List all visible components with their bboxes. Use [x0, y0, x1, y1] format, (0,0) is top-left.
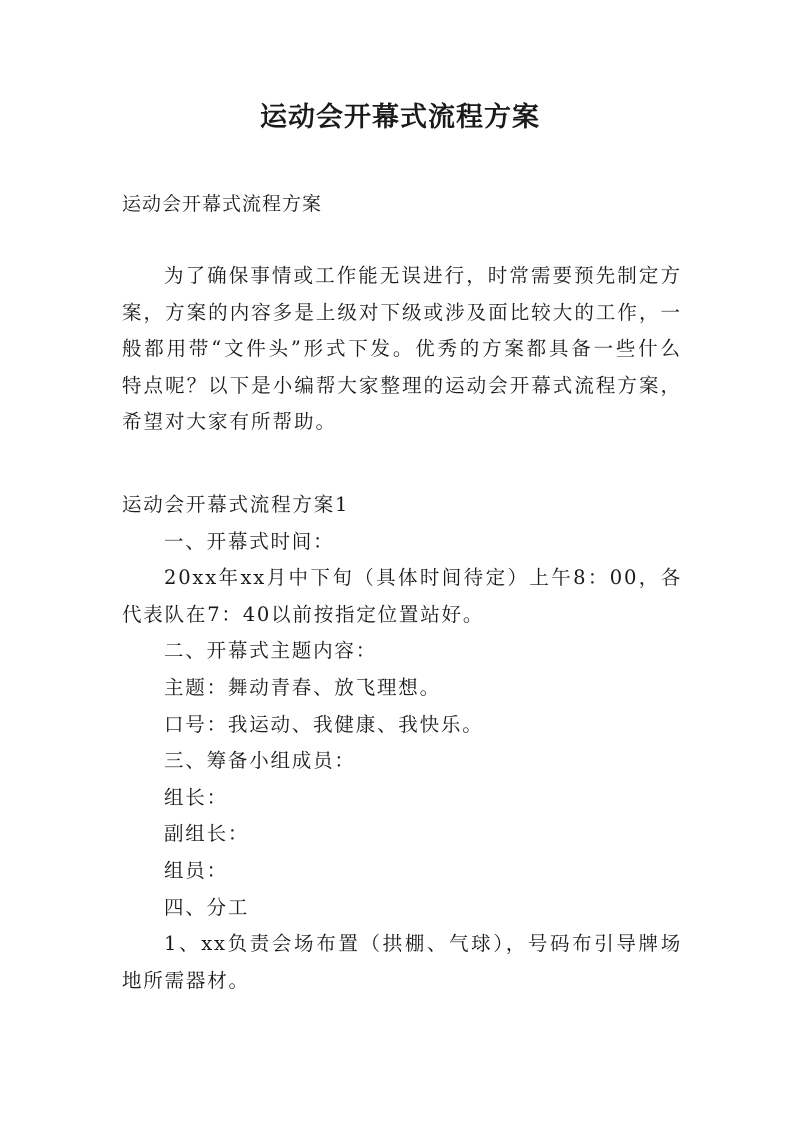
section-line-time-detail: 20xx年xx月中下旬（具体时间待定）上午8：00，各代表队在7：40以前按指定位置站好。	[122, 566, 682, 626]
plan-section-1	[122, 487, 682, 999]
section-heading: 运动会开幕式流程方案1	[122, 493, 350, 516]
section-line-time-heading: 一、开幕式时间：	[164, 529, 335, 553]
document-subtitle: 运动会开幕式流程方案	[122, 193, 323, 215]
section-line-deputy-leader: 副组长：	[164, 822, 250, 846]
section-line-duties-heading: 四、分工	[164, 895, 250, 919]
section-line-members: 组员：	[164, 858, 228, 882]
section-line-committee-heading: 三、筹备小组成员：	[164, 749, 356, 773]
intro-paragraph: 为了确保事情或工作能无误进行，时常需要预先制定方案，方案的内容多是上级对下级或涉及面比较大的工作，一般都用带“文件头”形式下发。优秀的方案都具备一些什么特点呢？以下是小编帮大家整理的运动会开幕式流程方案，希望对大家有所帮助。	[122, 264, 682, 433]
section-line-leader: 组长：	[164, 785, 228, 809]
document-title: 运动会开幕式流程方案	[260, 102, 540, 133]
section-line-duty-1: 1、xx负责会场布置（拱棚、气球），号码布引导牌场地所需器材。	[122, 932, 682, 992]
section-line-theme: 主题：舞动青春、放飞理想。	[164, 675, 441, 699]
section-line-theme-heading: 二、开幕式主题内容：	[164, 639, 378, 663]
section-line-slogan: 口号：我运动、我健康、我快乐。	[164, 712, 484, 736]
